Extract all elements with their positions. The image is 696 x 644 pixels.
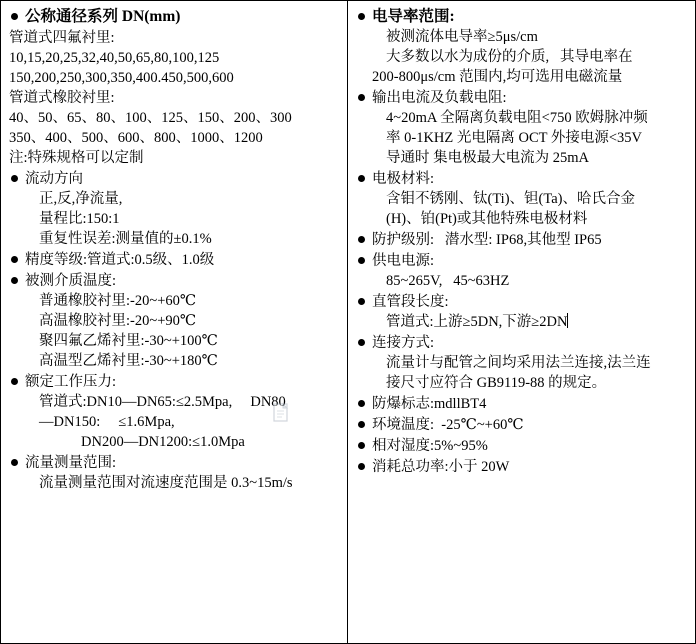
spec-block <box>356 88 687 168</box>
spec-block <box>356 394 687 414</box>
spec-line: 防护级别: 潜水型: IP68,其他型 IP65 <box>372 232 602 248</box>
spec-line: 正,反,净流量, <box>39 191 123 207</box>
bullet-icon <box>358 421 365 428</box>
spec-line: 40、50、65、80、100、125、150、200、300 <box>9 110 292 126</box>
spec-block <box>356 7 687 87</box>
bullet-icon <box>11 175 18 182</box>
spec-line: 注:特殊规格可以定制 <box>9 150 144 166</box>
bullet-icon <box>358 463 365 470</box>
bullet-icon <box>11 459 18 466</box>
spec-line: 环境温度: -25℃~+60℃ <box>372 417 524 433</box>
spec-line: 量程比:150:1 <box>39 211 120 227</box>
text-caret <box>567 313 568 328</box>
spec-line: 150,200,250,300,350,400.450,500,600 <box>9 70 234 86</box>
spec-line: 公称通径系列 DN(mm) <box>25 8 181 25</box>
spec-line: 电导率范围: <box>372 8 455 25</box>
spec-block <box>356 169 687 229</box>
spec-block <box>9 271 339 371</box>
spec-line: 大多数以水为成份的介质, 其导电率在 <box>386 49 633 65</box>
spec-line: 高温橡胶衬里:-20~+90℃ <box>39 313 197 329</box>
spec-line: 管道式:DN10—DN65:≤2.5Mpa, DN80 <box>39 394 286 410</box>
spec-line: 重复性误差:测量值的±0.1% <box>39 231 212 247</box>
spec-line: 管道式橡胶衬里: <box>9 90 115 106</box>
spec-line: 消耗总功率:小于 20W <box>372 459 510 475</box>
right-column <box>348 1 695 643</box>
spec-line: 含钼不锈刚、钛(Ti)、钽(Ta)、哈氏合金 <box>386 191 635 207</box>
spec-line: 直管段长度: <box>372 294 449 310</box>
spec-line: 电极材料: <box>372 171 435 187</box>
spec-line: 85~265V, 45~63HZ <box>386 273 510 289</box>
spec-line: —DN150: ≤1.6Mpa, <box>39 414 175 430</box>
bullet-icon <box>358 236 365 243</box>
bullet-icon <box>358 442 365 449</box>
spec-line: DN200—DN1200:≤1.0Mpa <box>81 434 245 450</box>
spec-line: 聚四氟乙烯衬里:-30~+100℃ <box>39 333 218 349</box>
spec-block <box>9 7 339 27</box>
bullet-icon <box>358 94 365 101</box>
bullet-icon <box>11 13 18 20</box>
spec-line: 接尺寸应符合 GB9119-88 的规定。 <box>386 375 607 391</box>
bullet-icon <box>11 378 18 385</box>
spec-block <box>356 292 687 332</box>
spec-line: 流量测量范围: <box>25 455 117 471</box>
spec-block <box>9 28 339 168</box>
bullet-icon <box>358 175 365 182</box>
spec-line: 导通时 集电极最大电流为 25mA <box>386 150 589 166</box>
spec-line: 连接方式: <box>372 335 435 351</box>
spec-block <box>356 436 687 456</box>
spec-line: 流动方向 <box>25 171 83 187</box>
spec-line: 4~20mA 全隔离负载电阻<750 欧姆脉冲频 <box>386 110 648 126</box>
spec-line: 管道式四氟衬里: <box>9 30 115 46</box>
bullet-icon <box>358 298 365 305</box>
spec-block <box>9 453 339 493</box>
spec-block <box>356 415 687 435</box>
spec-line: 被测介质温度: <box>25 273 117 289</box>
bullet-icon <box>358 400 365 407</box>
spec-block <box>356 457 687 477</box>
spec-block <box>356 333 687 393</box>
spec-block <box>9 169 339 249</box>
spec-line: 被测流体电导率≥5μs/cm <box>386 29 538 45</box>
spec-line: 防爆标志:mdllBT4 <box>372 396 487 412</box>
spec-line: 额定工作压力: <box>25 374 117 390</box>
spec-block <box>9 250 339 270</box>
spec-line: 高温型乙烯衬里:-30~+180℃ <box>39 353 218 369</box>
spec-line: 率 0-1KHZ 光电隔离 OCT 外接电源<35V <box>386 130 643 146</box>
spec-line: 流量测量范围对流速度范围是 0.3~15m/s <box>39 475 293 491</box>
bullet-icon <box>358 339 365 346</box>
spec-line: 管道式:上游≥5DN,下游≥2DN <box>386 314 568 330</box>
spec-line: 普通橡胶衬里:-20~+60℃ <box>39 293 197 309</box>
spec-line: 10,15,20,25,32,40,50,65,80,100,125 <box>9 50 220 66</box>
spec-line: 供电电源: <box>372 253 435 269</box>
spec-line: 350、400、500、600、800、1000、1200 <box>9 130 263 146</box>
spec-line: 精度等级:管道式:0.5级、1.0级 <box>25 252 215 268</box>
bullet-icon <box>11 256 18 263</box>
spec-line: 流量计与配管之间均采用法兰连接,法兰连 <box>386 355 651 371</box>
spec-block <box>356 230 687 250</box>
document-watermark-icon <box>272 402 294 424</box>
spec-block <box>356 251 687 291</box>
left-column <box>1 1 348 643</box>
bullet-icon <box>358 257 365 264</box>
spec-line: (H)、铂(Pt)或其他特殊电极材料 <box>386 211 588 227</box>
spec-line: 200-800μs/cm 范围内,均可选用电磁流量 <box>372 69 623 85</box>
bullet-icon <box>358 13 365 20</box>
spec-line: 相对湿度:5%~95% <box>372 438 488 454</box>
spec-line: 输出电流及负载电阻: <box>372 90 507 106</box>
bullet-icon <box>11 277 18 284</box>
